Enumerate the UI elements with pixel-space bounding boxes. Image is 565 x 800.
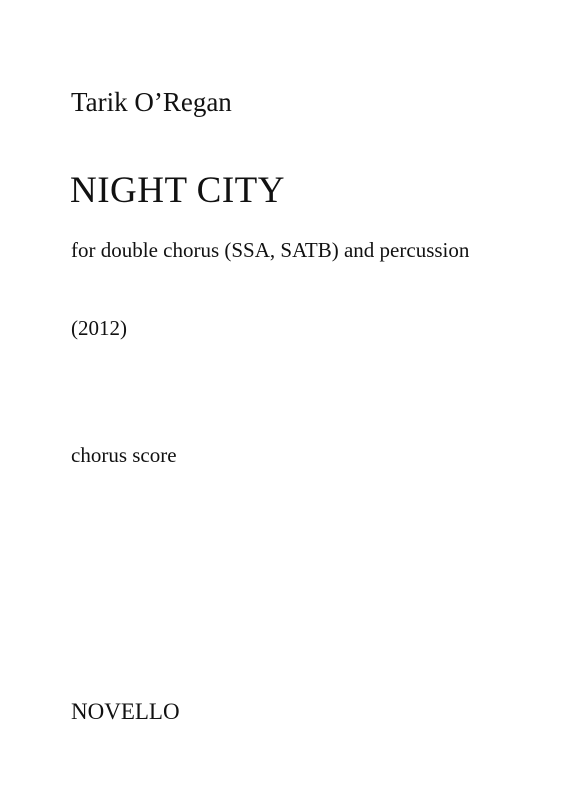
scoring-description: for double chorus (SSA, SATB) and percussion [71, 238, 470, 262]
publisher-name: NOVELLO [71, 699, 180, 724]
composer-name: Tarik O’Regan [71, 87, 232, 117]
composition-year: (2012) [71, 316, 127, 340]
score-type-label: chorus score [71, 443, 177, 467]
work-title: NIGHT CITY [70, 170, 285, 211]
